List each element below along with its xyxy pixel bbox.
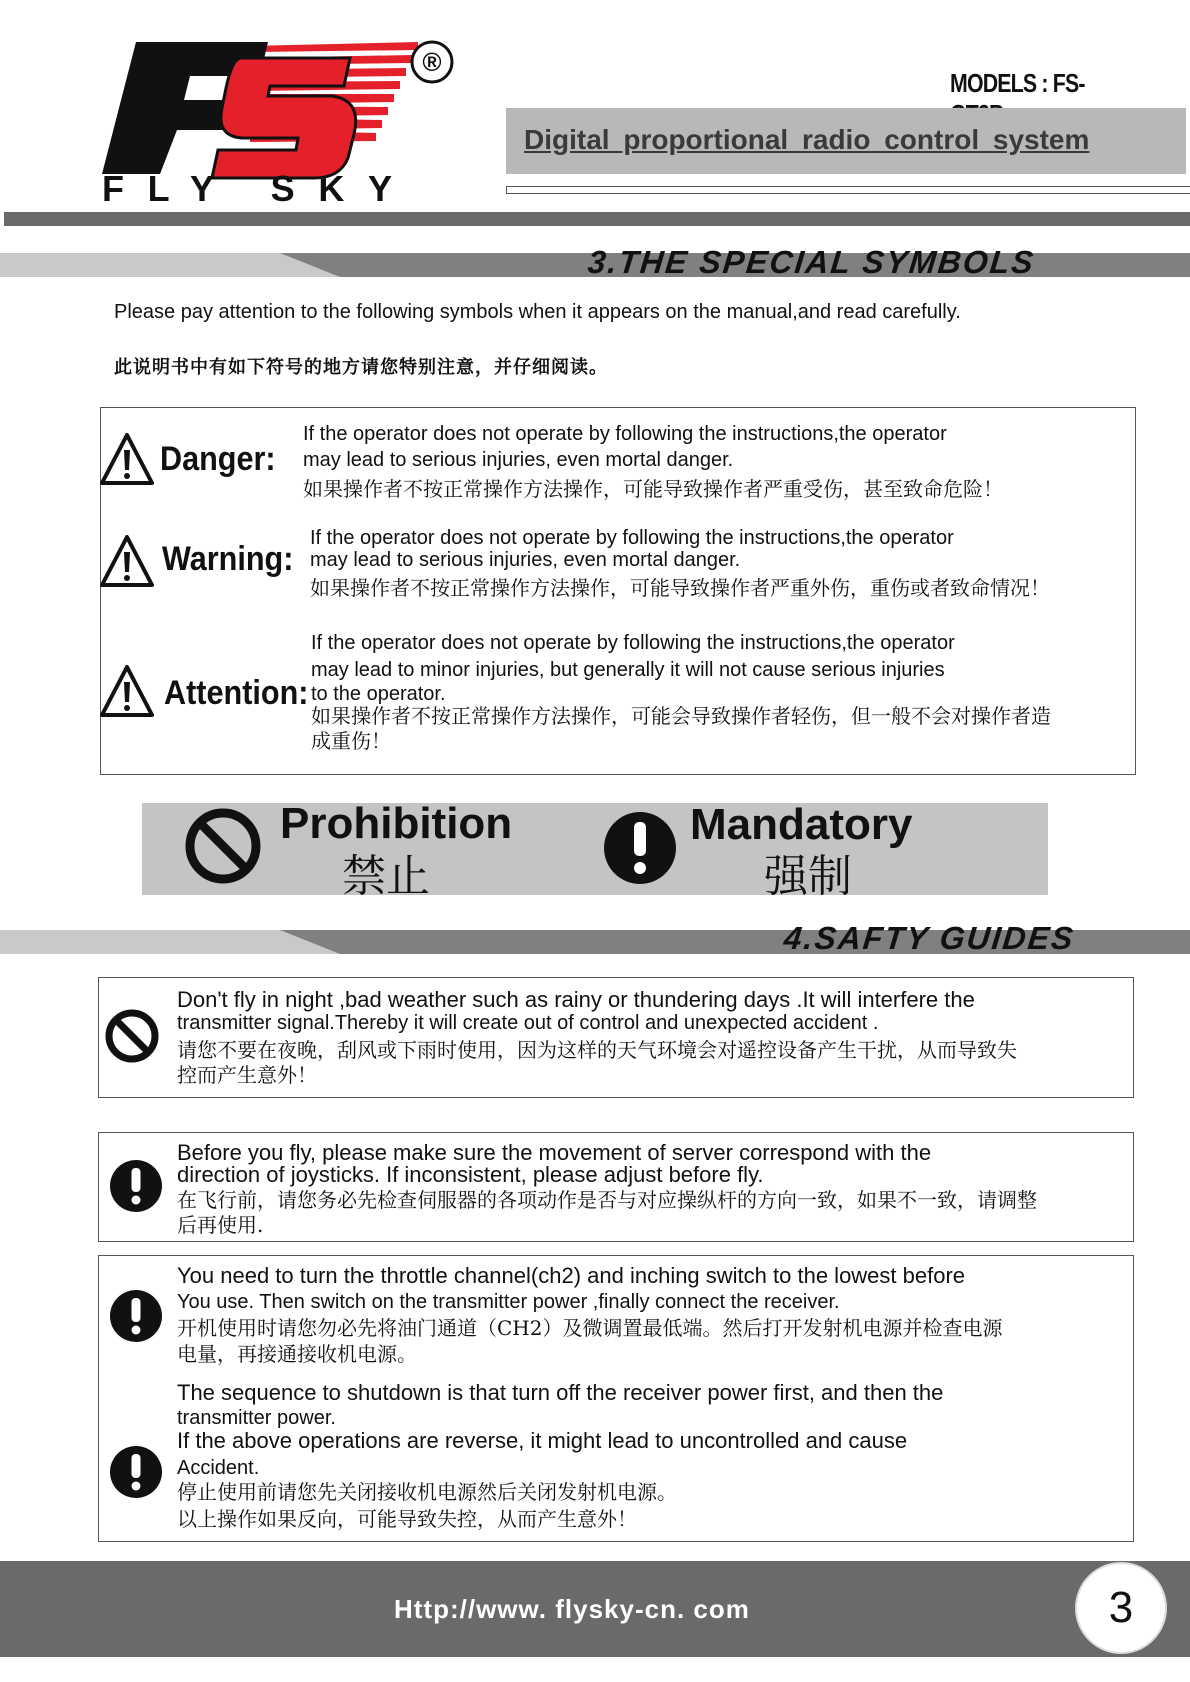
section-4-title: 4.SAFTY GUIDES bbox=[782, 920, 1077, 956]
registered-mark: ® bbox=[422, 47, 442, 77]
prohibition-icon bbox=[104, 1008, 160, 1064]
guide-4-line-1: The sequence to shutdown is that turn off the receiver power first, and then the bbox=[177, 1380, 944, 1405]
danger-text-zh: 如果操作者不按正常操作方法操作，可能导致操作者严重受伤，甚至致命危险！ bbox=[303, 477, 1003, 501]
guide-4-line-4: Accident. bbox=[177, 1457, 260, 1479]
warning-triangle-icon bbox=[100, 432, 154, 486]
guide-3-zh-1: 开机使用时请您勿必先将油门通道（CH2）及微调置最低端。然后打开发射机电源并检查电源 bbox=[177, 1316, 1003, 1340]
exclamation-icon bbox=[600, 808, 680, 888]
attention-label: Attention: bbox=[164, 674, 309, 712]
attention-text-zh-2: 成重伤！ bbox=[311, 729, 391, 753]
section-3-title: 3.THE SPECIAL SYMBOLS bbox=[586, 244, 1037, 280]
guide-2-line-1: Before you fly, please make sure the movement of server correspond with the bbox=[177, 1140, 932, 1165]
warning-triangle-icon bbox=[100, 534, 154, 588]
exclamation-icon bbox=[108, 1158, 164, 1214]
guide-3-line-1: You need to turn the throttle channel(ch2) and inching switch to the lowest before bbox=[177, 1263, 966, 1288]
prohibition-icon bbox=[183, 806, 263, 886]
danger-label: Danger: bbox=[160, 440, 276, 478]
guide-4-line-2: transmitter power. bbox=[177, 1407, 336, 1429]
danger-text-en-1: If the operator does not operate by following the instructions,the operator bbox=[303, 423, 947, 445]
warning-text-zh: 如果操作者不按正常操作方法操作，可能导致操作者严重外伤，重伤或者致命情况！ bbox=[310, 576, 1050, 600]
prohibition-label-zh: 禁止 bbox=[342, 851, 430, 902]
guide-3-line-2: You use. Then switch on the transmitter power ,finally connect the receiver. bbox=[177, 1291, 840, 1313]
guide-1-line-1: Don't fly in night ,bad weather such as rainy or thundering days .It will interfere the bbox=[177, 987, 975, 1012]
page-number: 3 bbox=[1075, 1562, 1167, 1654]
guide-2-zh-2: 后再使用. bbox=[177, 1213, 264, 1237]
warning-text-en-1: If the operator does not operate by following the instructions,the operator bbox=[310, 527, 954, 549]
attention-text-zh-1: 如果操作者不按正常操作方法操作，可能会导致操作者轻伤，但一般不会对操作者造 bbox=[311, 704, 1051, 728]
subtitle: Digital proportional radio control system bbox=[524, 124, 1090, 155]
subtitle-underline-bar bbox=[506, 186, 1190, 194]
exclamation-icon bbox=[108, 1444, 164, 1500]
guide-3-zh-2: 电量，再接通接收机电源。 bbox=[177, 1342, 417, 1366]
danger-text-en-2: may lead to serious injuries, even mortal danger. bbox=[303, 449, 734, 471]
models-label: MODELS : FS- bbox=[950, 68, 1085, 98]
logo-name: FLY SKY bbox=[102, 168, 402, 208]
guide-2-zh-1: 在飞行前，请您务必先检查伺服器的各项动作是否与对应操纵杆的方向一致，如果不一致，请调整 bbox=[177, 1188, 1037, 1212]
mandatory-label-zh: 强制 bbox=[764, 851, 852, 902]
section-4-bar-light bbox=[0, 930, 280, 954]
attention-text-en-1: If the operator does not operate by following the instructions,the operator bbox=[311, 632, 955, 654]
warning-text-en-2: may lead to serious injuries, even mortal danger. bbox=[310, 549, 741, 571]
guide-4-zh-1: 停止使用前请您先关闭接收机电源然后关闭发射机电源。 bbox=[177, 1480, 677, 1504]
warning-triangle-icon bbox=[100, 664, 154, 718]
guide-1-zh-2: 控而产生意外！ bbox=[177, 1063, 317, 1087]
guide-4-line-3: If the above operations are reverse, it might lead to uncontrolled and cause bbox=[177, 1428, 908, 1453]
guide-4-zh-2: 以上操作如果反向，可能导致失控，从而产生意外！ bbox=[177, 1507, 637, 1531]
attention-text-en-2: may lead to minor injuries, but generally it will not cause serious injuries bbox=[311, 659, 945, 681]
flysky-logo bbox=[100, 38, 480, 208]
attention-text-en-3: to the operator. bbox=[311, 683, 446, 705]
intro-english: Please pay attention to the following symbols when it appears on the manual,and read carefully. bbox=[114, 301, 961, 323]
guide-2-line-2: direction of joysticks. If inconsistent, please adjust before fly. bbox=[177, 1162, 764, 1187]
guide-1-line-2: transmitter signal.Thereby it will create out of control and unexpected accident . bbox=[177, 1012, 879, 1034]
guide-1-zh-1: 请您不要在夜晚，刮风或下雨时使用，因为这样的天气环境会对遥控设备产生干扰，从而导致失 bbox=[177, 1038, 1017, 1062]
exclamation-icon bbox=[108, 1288, 164, 1344]
section-3-bar-light bbox=[0, 253, 280, 277]
intro-chinese: 此说明书中有如下符号的地方请您特别注意，并仔细阅读。 bbox=[114, 357, 608, 378]
mandatory-label: Mandatory bbox=[690, 800, 913, 849]
prohibition-label: Prohibition bbox=[280, 799, 513, 848]
footer-url: Http://www. flysky-cn. com bbox=[394, 1594, 750, 1624]
header-divider bbox=[4, 212, 1190, 226]
warning-label: Warning: bbox=[162, 540, 294, 578]
